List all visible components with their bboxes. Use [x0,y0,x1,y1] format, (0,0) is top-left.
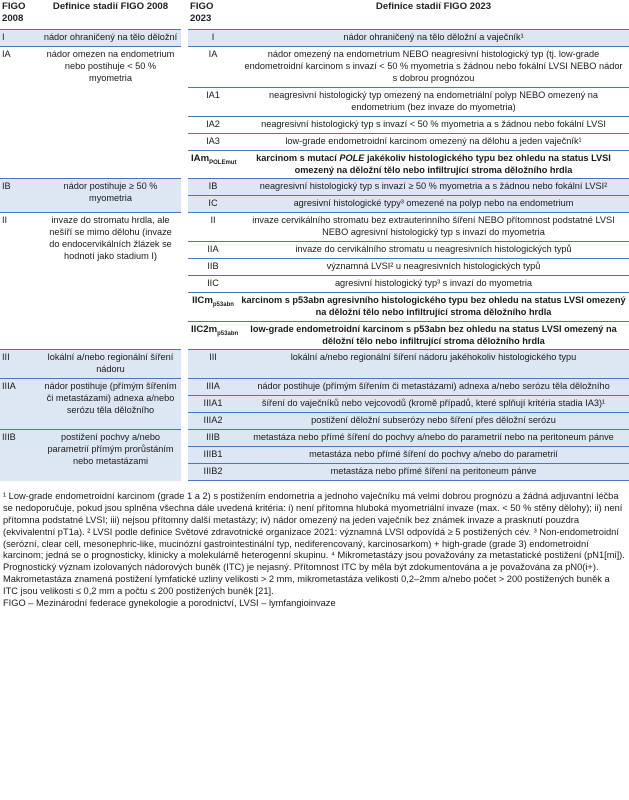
definition-2023: nádor postihuje (přímým šířením či metastázami) adnexa a/nebo serózu těla děložního [238,379,629,396]
stage-2023: IIIA1 [188,396,238,413]
stage-2023: IIC [188,275,238,292]
definition-2023: metastáza nebo přímé šíření na peritoneum pánve [238,464,629,481]
header-figo-2023: FIGO 2023 [190,1,214,25]
definition-2008: postižení pochvy a/nebo parametrií přímým prorůstáním nebo metastázami [40,430,181,481]
table-notes [3,491,625,610]
definition-2023: agresivní histologický typ³ s invazí do myometria [238,275,629,292]
stage-2023: III [188,350,238,379]
stage-2023: IB [188,178,238,195]
header-definitions-2008: Definice stadií FIGO 2008 [52,1,169,12]
stage-2008: III [0,350,40,379]
stage-2023: IIIB [188,430,238,447]
stage-2008: IB [0,178,40,212]
definition-2008: lokální a/nebo regionální šíření nádoru [40,350,181,379]
stage-2023: II [188,212,238,241]
definition-2023: neagresivní histologický typ s invazí < 50 % myometria a s žádnou nebo fokální LVSI [238,116,629,133]
definition-2023: postižení děložní subserózy nebo šíření přes děložní serózu [238,413,629,430]
definition-2023: významná LVSI² u neagresivních histologických typů [238,258,629,275]
stage-2023: IICm$_{p53abn}$ [188,292,238,321]
table-row [0,178,629,195]
definition-2008: invaze do stromatu hrdla, ale nešíří se mimo dělohu (invaze do endocervikálních žlázek se hodnotí jako stadium I) [40,212,181,350]
definition-2023: low-grade endometroidní karcinom s p53abn bez ohledu na status LVSI omezený na děložní tělo nebo infiltrující stroma děložního hrdla [238,321,629,350]
stage-2023: $IIC2m_{p53abn}$ [188,321,238,350]
header-definitions-2023: Definice stadií FIGO 2023 [375,1,492,12]
definition-2008: nádor postihuje ≥ 50 % myometria [40,178,181,212]
table-row [0,46,629,87]
stage-2008: II [0,212,40,350]
stage-2023: IC [188,195,238,212]
definition-2023: agresivní histologické typy³ omezené na polyp nebo na endometrium [238,195,629,212]
definition-2008: nádor postihuje (přímým šířením či metastázami) adnexa a/nebo serózu těla děložního [40,379,181,430]
stage-2023: IIB [188,258,238,275]
definition-2008: nádor ohraničený na tělo děložní [40,29,181,46]
definition-2023: neagresivní histologický typ s invazí ≥ 50 % myometria a s žádnou nebo fokální LVSI² [238,178,629,195]
stage-2023: IIIB2 [188,464,238,481]
definition-2023: karcinom s p53abn agresivního histologického typu bez ohledu na status LVSI omezený na děložní tělo nebo infiltrující stroma děložního hrdla [238,292,629,321]
stage-2023: IA [188,46,238,87]
stage-2023: IIIB1 [188,447,238,464]
stage-2023: IIIA [188,379,238,396]
stage-2008: IA [0,46,40,178]
stage-2008: IIIB [0,430,40,481]
stage-2023: IA2 [188,116,238,133]
definition-2023: neagresivní histologický typ omezený na endometriální polyp NEBO omezený na endometrium (bez invaze do myometria) [238,87,629,116]
table-row [0,350,629,379]
stage-2023: IA3 [188,133,238,150]
stage-2023: IA1 [188,87,238,116]
table-header [0,0,629,29]
stage-2023: IAm$_{POLEmut}$ [188,150,238,178]
table-row [0,212,629,241]
definition-2023: metastáza nebo přímé šíření do pochvy a/nebo do parametrií nebo na peritoneum pánve [238,430,629,447]
definition-2023: šíření do vaječníků nebo vejcovodů (kromě případů, které splňují kritéria stadia IA3)¹ [238,396,629,413]
definition-2008: nádor omezen na endometrium nebo postihuje < 50 % myometria [40,46,181,178]
definition-2023: karcinom s mutací POLE jakékoliv histologického typu bez ohledu na status LVSI omezený na děložní tělo nebo infiltrující stroma děložního hrdla [238,150,629,178]
footnote-text: ¹ Low-grade endometroidní karcinom (grade 1 a 2) s postižením endometria a jednoho vaječníku má velmi dobrou prognózu a žádná adjuvantní léčba se nedoporučuje, pokud jsou splněna všechna dále uvedená kritéria: i) není přítomna hluboká myometriální invaze (max. < 50 % stěny dělohy); ii) není přítomna podstatné LVSI; iii) nejsou přítomny další metastázy; iv) nádor omezený na jeden vaječník bez známek invaze a prasknutí pouzdra (ekvivalentní pT1a). ² LVSI podle definice Světové zdravotnické organizace 2021: významná LVSI odpovídá ≥ 5 postižených cév. ³ Non-endometroidní (serózní, clear cell, mesonephric-like, mucinózní gastrointestinální typ, nediferencovaný, karcinosarkom) + high-grade (grade 3) endometroidní karcinom; jedná se o prognosticky, klinicky a molekulárně heterogenní skupinu. ⁴ Mikrometastázy jsou považovány za metastatické postižení (pN1[mi]). Prognostický význam izolovaných nádorových buněk (ITC) je nejasný. Přítomnost ITC by měla být zdokumentována a je považována za pN0(i+). Makrometastáza znamená postižení lymfatické uzliny velikosti > 2 mm, mikrometastáza velikosti 0,2–2mm a/nebo počet > 200 postižených buněk a ITC jsou velikosti ≤ 0,2 mm a počtu ≤ 200 postižených buněk [21]. [3,491,625,597]
definition-2023: nádor omezený na endometrium NEBO neagresivní histologický typ (tj. low-grade endometroidní karcinom s invazí < 50 % myometria s žádnou nebo fokální LVSI NEBO nádor s dobrou prognózou [238,46,629,87]
definition-2023: metastáza nebo přímé šíření do pochvy a/nebo do parametrií [238,447,629,464]
table-row [0,430,629,447]
stage-2023: IIIA2 [188,413,238,430]
definition-2023: low-grade endometroidní karcinom omezený na dělohu a jeden vaječník¹ [238,133,629,150]
stage-2008: IIIA [0,379,40,430]
definition-2023: invaze cervikálního stromatu bez extrauterinního šíření NEBO přítomnost podstatné LVSI NEBO agresivní histologický typ s invazí do myometria [238,212,629,241]
stage-2023: I [188,29,238,46]
header-figo-2008: FIGO 2008 [2,1,26,25]
definition-2023: invaze do cervikálního stromatu u neagresivních histologických typů [238,241,629,258]
stage-2008: I [0,29,40,46]
table-row [0,29,629,46]
stage-2023: IIA [188,241,238,258]
abbreviation-legend: FIGO – Mezinárodní federace gynekologie a porodnictví, LVSI – lymfangioinvaze [3,598,336,609]
table-row [0,379,629,396]
definition-2023: nádor ohraničený na tělo děložní a vaječník¹ [238,29,629,46]
definition-2023: lokální a/nebo regionální šíření nádoru jakéhokoliv histologického typu [238,350,629,379]
